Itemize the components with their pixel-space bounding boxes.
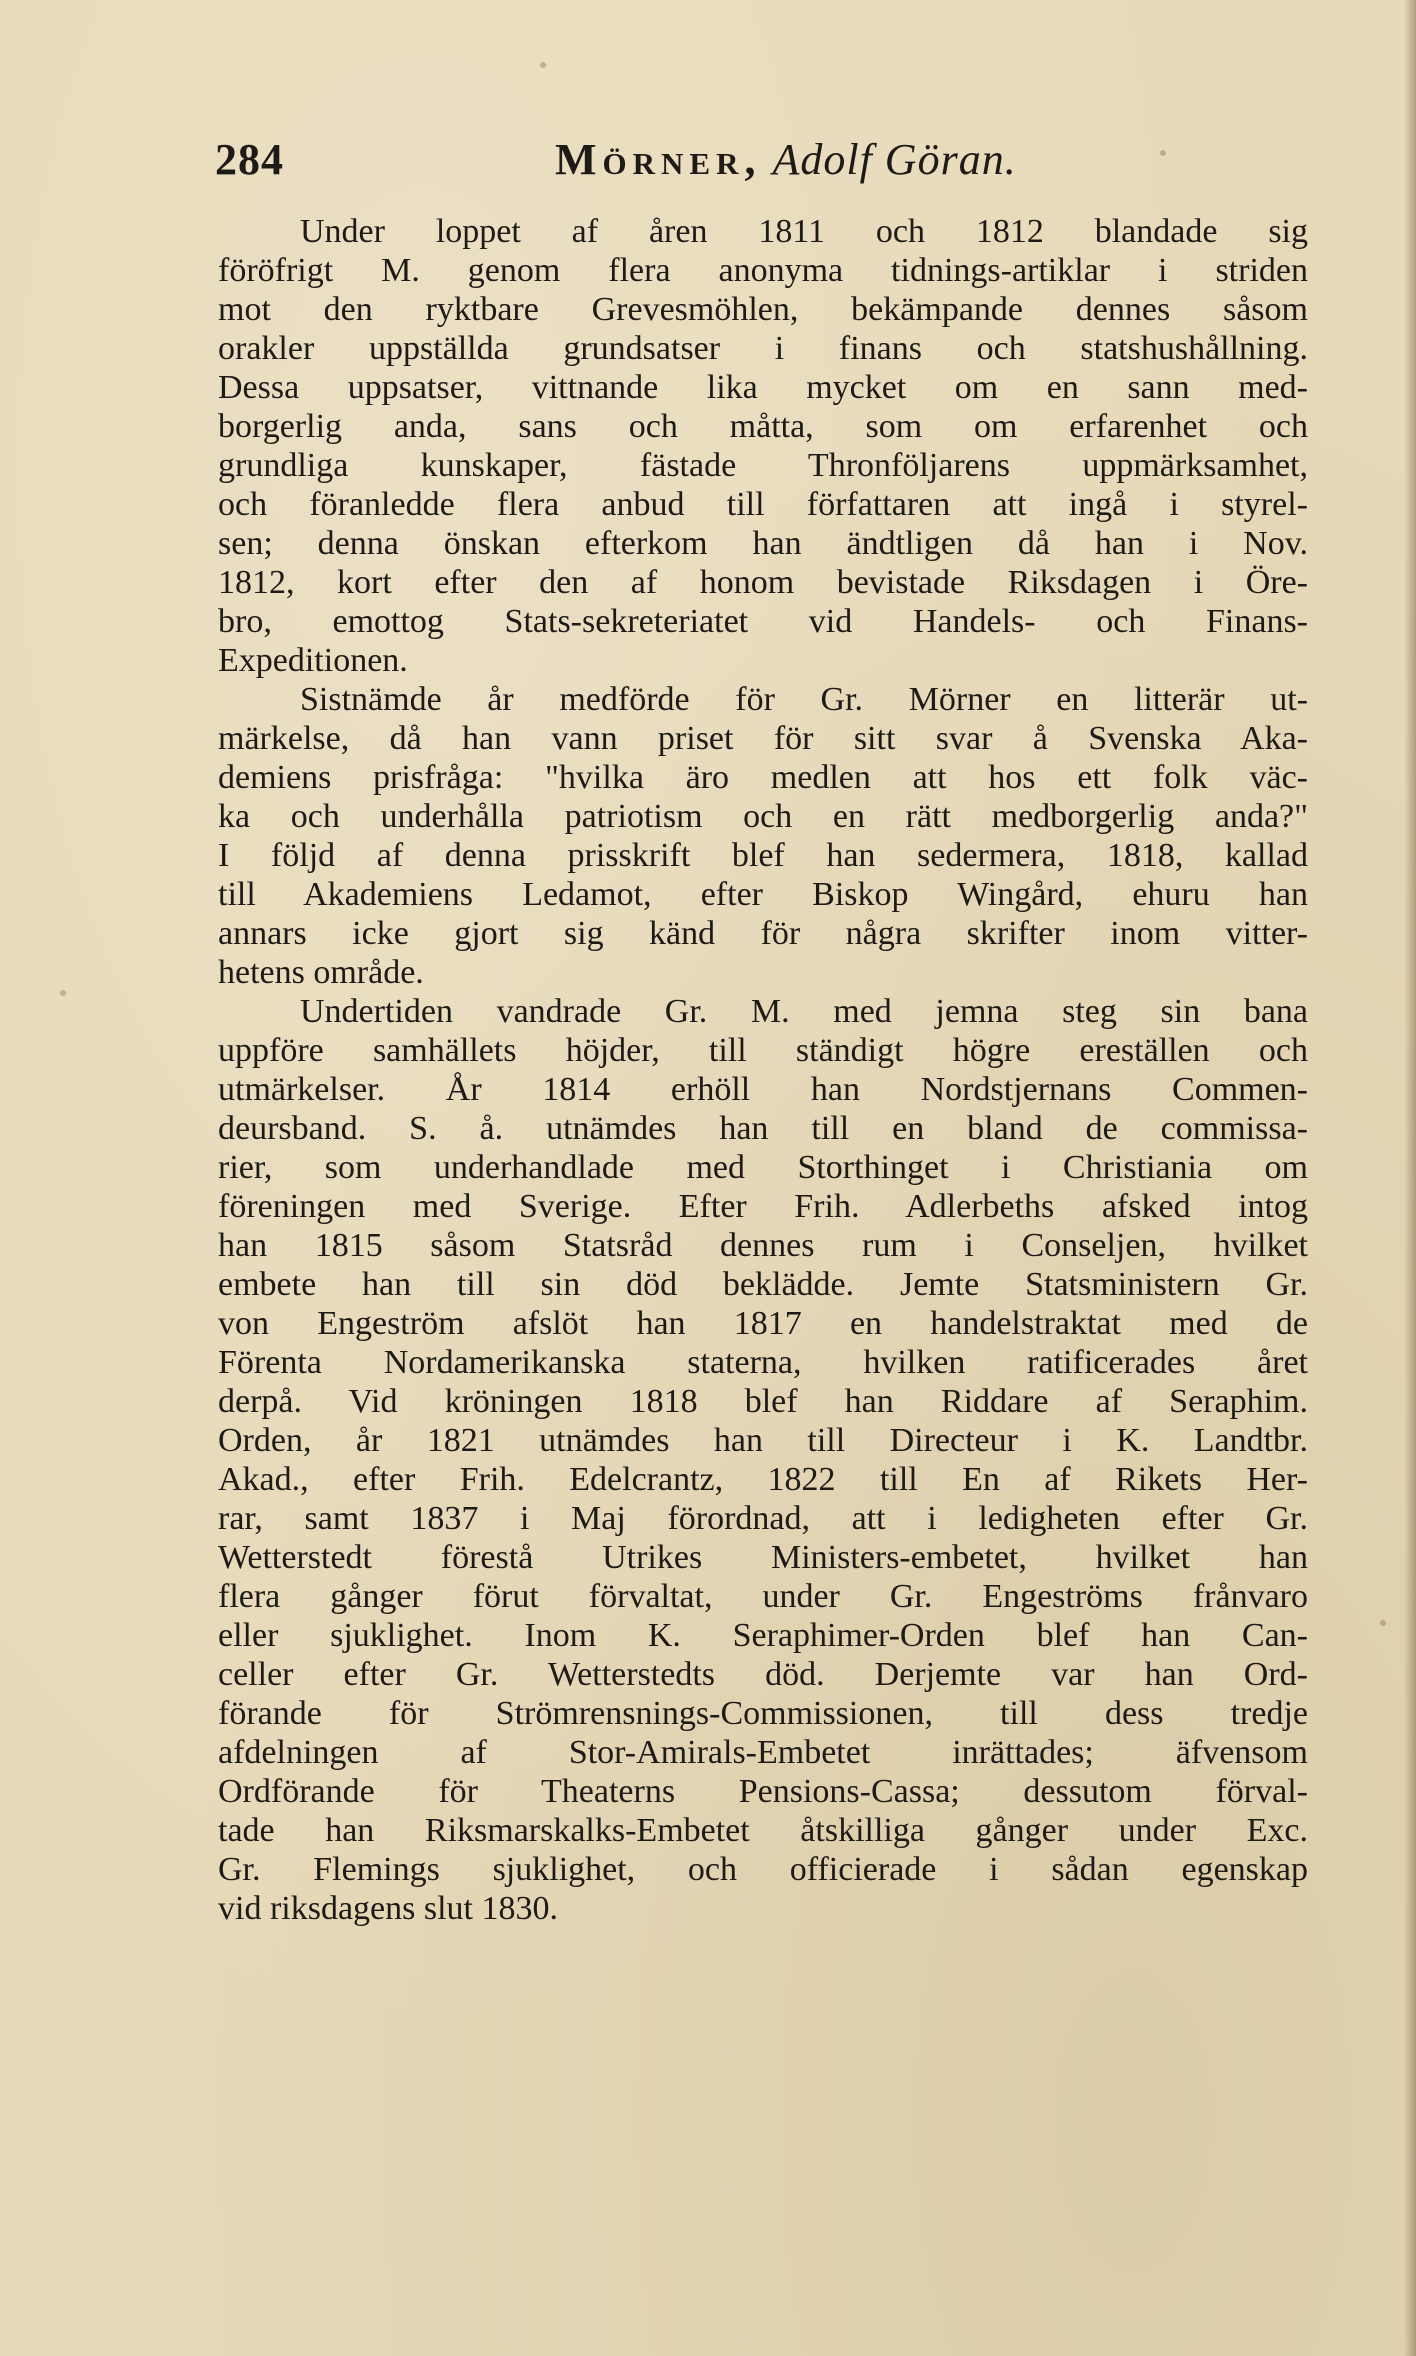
text-line: vid riksdagens slut 1830.	[218, 1890, 558, 1927]
body-text	[218, 212, 1308, 1928]
text-line: Sistnämde år medförde för Gr. Mörner en litterär ut-	[300, 681, 1308, 718]
text-line: Expeditionen.	[218, 642, 408, 679]
paper-speck	[60, 990, 66, 996]
text-line: Förenta Nordamerikanska staterna, hvilken ratificerades året	[218, 1344, 1308, 1381]
text-line: 1812, kort efter den af honom bevistade Riksdagen i Öre-	[218, 564, 1308, 601]
text-line: Akad., efter Frih. Edelcrantz, 1822 till En af Rikets Her-	[218, 1461, 1308, 1498]
text-line: Undertiden vandrade Gr. M. med jemna steg sin bana	[300, 993, 1308, 1030]
running-title-surname: Mörner,	[555, 135, 762, 184]
text-line: uppföre samhällets höjder, till ständigt högre ereställen och	[218, 1032, 1308, 1069]
running-title	[555, 134, 1017, 185]
text-line: Gr. Flemings sjuklighet, och officierade i sådan egenskap	[218, 1851, 1308, 1888]
text-line: rier, som underhandlade med Storthinget i Christiania om	[218, 1149, 1308, 1186]
text-line: annars icke gjort sig känd för några skrifter inom vitter-	[218, 915, 1308, 952]
text-line: borgerlig anda, sans och måtta, som om erfarenhet och	[218, 408, 1308, 445]
running-head	[215, 130, 1305, 190]
text-line: flera gånger förut förvaltat, under Gr. Engeströms frånvaro	[218, 1578, 1308, 1615]
text-line: bro, emottog Stats-sekreteriatet vid Handels- och Finans-	[218, 603, 1308, 640]
text-line: mot den ryktbare Grevesmöhlen, bekämpande dennes såsom	[218, 291, 1308, 328]
text-line: sen; denna önskan efterkom han ändtligen då han i Nov.	[218, 525, 1308, 562]
text-line: tade han Riksmarskalks-Embetet åtskilliga gånger under Exc.	[218, 1812, 1308, 1849]
text-line: derpå. Vid kröningen 1818 blef han Riddare af Seraphim.	[218, 1383, 1308, 1420]
text-line: orakler uppställda grundsatser i finans och statshushållning.	[218, 330, 1308, 367]
text-line: förande för Strömrensnings-Commissionen, till dess tredje	[218, 1695, 1308, 1732]
paragraph-2	[218, 680, 1308, 992]
text-line: deursband. S. å. utnämdes han till en bland de commissa-	[218, 1110, 1308, 1147]
paragraph-1	[218, 212, 1308, 680]
text-line: von Engeström afslöt han 1817 en handelstraktat med de	[218, 1305, 1308, 1342]
text-line: föröfrigt M. genom flera anonyma tidnings-artiklar i striden	[218, 252, 1308, 289]
text-line: Wetterstedt förestå Utrikes Ministers-embetet, hvilket han	[218, 1539, 1308, 1576]
paper-speck	[1380, 1620, 1386, 1626]
text-line: föreningen med Sverige. Efter Frih. Adlerbeths afsked intog	[218, 1188, 1308, 1225]
running-title-given-name: Adolf Göran.	[772, 135, 1017, 184]
text-line: Ordförande för Theaterns Pensions-Cassa; dessutom förval-	[218, 1773, 1308, 1810]
paper-speck	[540, 62, 546, 68]
text-line: han 1815 såsom Statsråd dennes rum i Conseljen, hvilket	[218, 1227, 1308, 1264]
paper-speck	[1160, 150, 1166, 156]
text-line: grundliga kunskaper, fästade Thronföljarens uppmärksamhet,	[218, 447, 1308, 484]
text-line: demiens prisfråga: "hvilka äro medlen att hos ett folk väc-	[218, 759, 1308, 796]
text-line: Orden, år 1821 utnämdes han till Directeur i K. Landtbr.	[218, 1422, 1308, 1459]
text-line: ka och underhålla patriotism och en rätt medborgerlig anda?"	[218, 798, 1308, 835]
text-line: och föranledde flera anbud till författaren att ingå i styrel-	[218, 486, 1308, 523]
text-line: utmärkelser. År 1814 erhöll han Nordstjernans Commen-	[218, 1071, 1308, 1108]
text-line: embete han till sin död beklädde. Jemte Statsministern Gr.	[218, 1266, 1308, 1303]
text-line: afdelningen af Stor-Amirals-Embetet inrättades; äfvensom	[218, 1734, 1308, 1771]
text-line: hetens område.	[218, 954, 424, 991]
paragraph-3	[218, 992, 1308, 1928]
page-edge-shadow	[1404, 0, 1416, 2356]
text-line: celler efter Gr. Wetterstedts död. Derjemte var han Ord-	[218, 1656, 1308, 1693]
text-line: eller sjuklighet. Inom K. Seraphimer-Orden blef han Can-	[218, 1617, 1308, 1654]
page-number: 284	[215, 135, 284, 184]
text-line: till Akademiens Ledamot, efter Biskop Wingård, ehuru han	[218, 876, 1308, 913]
text-line: rar, samt 1837 i Maj förordnad, att i ledigheten efter Gr.	[218, 1500, 1308, 1537]
text-line: I följd af denna prisskrift blef han sedermera, 1818, kallad	[218, 837, 1308, 874]
text-line: Dessa uppsatser, vittnande lika mycket om en sann med-	[218, 369, 1308, 406]
text-line: märkelse, då han vann priset för sitt svar å Svenska Aka-	[218, 720, 1308, 757]
text-line: Under loppet af åren 1811 och 1812 blandade sig	[300, 213, 1308, 250]
